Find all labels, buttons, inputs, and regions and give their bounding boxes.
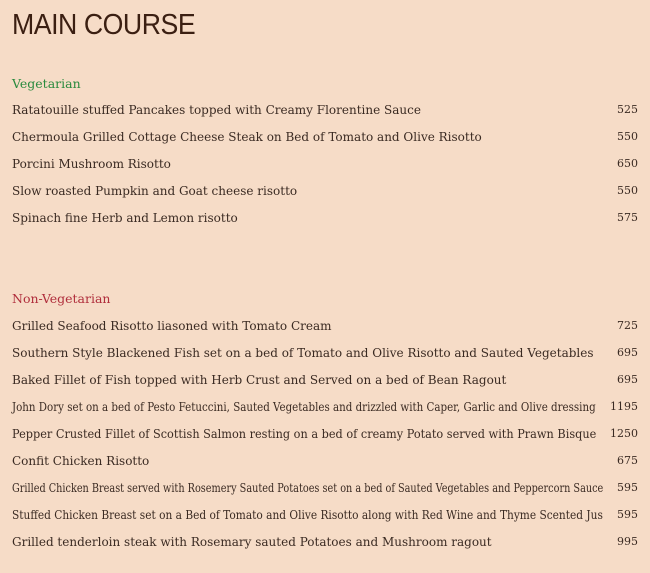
- menu-item-price: 995: [617, 535, 638, 548]
- menu-item-name: John Dory set on a bed of Pesto Fetuccini, Sauted Vegetables and drizzled with Caper, Garlic and Olive dressing: [12, 400, 596, 414]
- menu-item-price: 575: [617, 211, 638, 224]
- menu-item: [12, 317, 638, 344]
- menu-item: [12, 101, 638, 128]
- menu-item-price: 595: [617, 508, 638, 521]
- menu-item-price: 695: [617, 346, 638, 359]
- menu-item-name: Porcini Mushroom Risotto: [12, 157, 171, 171]
- menu-item-price: 675: [617, 454, 638, 467]
- menu-item-name: Ratatouille stuffed Pancakes topped with Creamy Florentine Sauce: [12, 103, 421, 117]
- menu-item-name: Spinach fine Herb and Lemon risotto: [12, 211, 238, 225]
- menu-item-price: 1195: [610, 400, 638, 413]
- menu-item: [12, 344, 638, 371]
- page-title: MAIN COURSE: [12, 9, 196, 41]
- menu-item: [12, 398, 638, 425]
- menu-item: [12, 452, 638, 479]
- menu-item: [12, 533, 638, 560]
- menu-item-name: Stuffed Chicken Breast set on a Bed of Tomato and Olive Risotto along with Red Wine and Thyme Scented Jus: [12, 508, 603, 522]
- menu-item: [12, 182, 638, 209]
- menu-item-name: Grilled Seafood Risotto liasoned with Tomato Cream: [12, 319, 332, 333]
- menu-item-price: 550: [617, 130, 638, 143]
- menu-item: [12, 371, 638, 398]
- menu-item-price: 550: [617, 184, 638, 197]
- section-heading-non-vegetarian: Non-Vegetarian: [12, 291, 111, 306]
- menu-item-name: Southern Style Blackened Fish set on a bed of Tomato and Olive Risotto and Sauted Vegetables: [12, 346, 594, 360]
- vegetarian-item-list: [12, 101, 638, 236]
- non-vegetarian-item-list: [12, 317, 638, 560]
- menu-item-price: 595: [617, 481, 638, 494]
- menu-item: [12, 479, 638, 506]
- menu-item-price: 695: [617, 373, 638, 386]
- menu-item-name: Confit Chicken Risotto: [12, 454, 150, 468]
- section-heading-vegetarian: Vegetarian: [12, 76, 81, 91]
- menu-item-name: Pepper Crusted Fillet of Scottish Salmon resting on a bed of creamy Potato served with Prawn Bisque: [12, 427, 597, 441]
- menu-item-name: Grilled tenderloin steak with Rosemary sauted Potatoes and Mushroom ragout: [12, 535, 492, 549]
- menu-item: [12, 506, 638, 533]
- menu-item-price: 525: [617, 103, 638, 116]
- menu-item-name: Chermoula Grilled Cottage Cheese Steak on Bed of Tomato and Olive Risotto: [12, 130, 482, 144]
- menu-item-price: 1250: [610, 427, 638, 440]
- menu-item: [12, 425, 638, 452]
- menu-item: [12, 155, 638, 182]
- menu-item: [12, 209, 638, 236]
- menu-item: [12, 128, 638, 155]
- menu-item-name: Baked Fillet of Fish topped with Herb Crust and Served on a bed of Bean Ragout: [12, 373, 507, 387]
- menu-item-name: Grilled Chicken Breast served with Rosemery Sauted Potatoes set on a bed of Sauted Vegetables and Peppercorn Sauce: [12, 481, 604, 495]
- menu-item-price: 725: [617, 319, 638, 332]
- menu-item-name: Slow roasted Pumpkin and Goat cheese risotto: [12, 184, 298, 198]
- menu-item-price: 650: [617, 157, 638, 170]
